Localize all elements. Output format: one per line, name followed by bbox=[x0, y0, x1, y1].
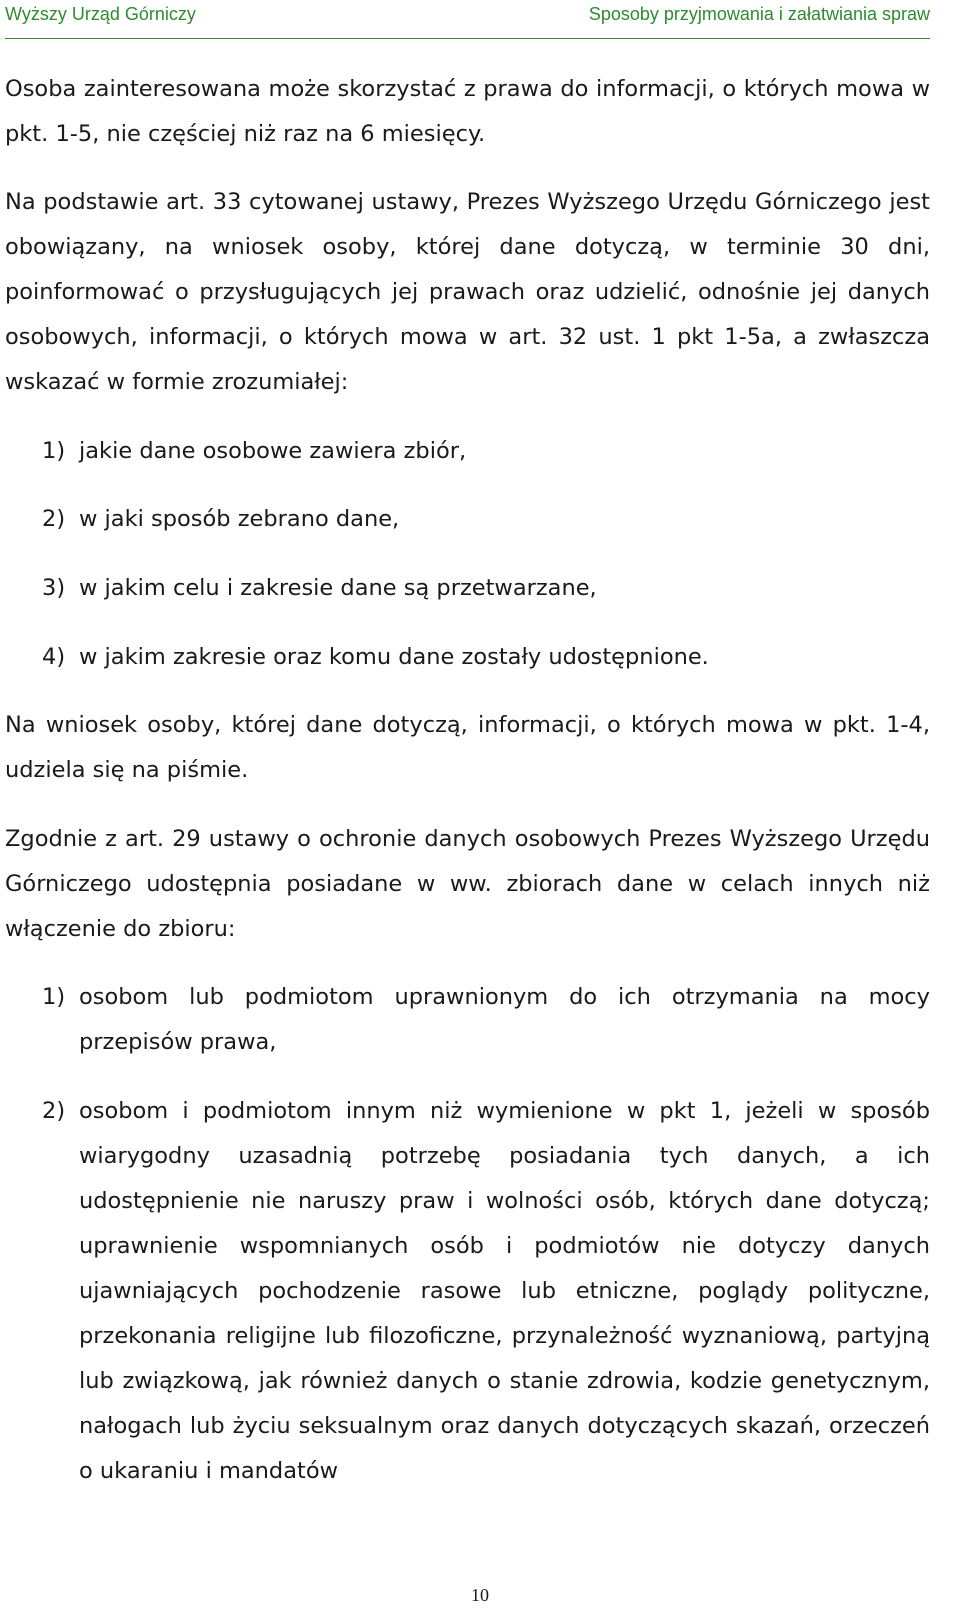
page-number: 10 bbox=[471, 1585, 489, 1605]
header-section-title: Sposoby przyjmowania i załatwiania spraw bbox=[588, 4, 930, 24]
list-item-text: w jakim zakresie oraz komu dane zostały udostępnione. bbox=[79, 644, 709, 670]
list-item-number: 4) bbox=[42, 644, 66, 670]
list-item-number: 2) bbox=[42, 1098, 66, 1124]
page-header bbox=[5, 0, 930, 39]
list-item-number: 3) bbox=[42, 575, 66, 601]
list-item-text: osobom lub podmiotom uprawnionym do ich otrzymania na mocy przepisów prawa, bbox=[79, 984, 930, 1055]
list-item-text: w jaki sposób zebrano dane, bbox=[79, 506, 400, 532]
paragraph-access-frequency: Osoba zainteresowana może skorzystać z prawa do informacji, o których mowa w pkt. 1-5, nie częściej niż raz na 6 miesięcy. bbox=[5, 76, 930, 147]
paragraph-article-29: Zgodnie z art. 29 ustawy o ochronie danych osobowych Prezes Wyższego Urzędu Górniczego udostępnia posiadane w ww. zbiorach dane w celach innych niż włączenie do zbioru: bbox=[5, 826, 930, 942]
list-item-number: 1) bbox=[42, 984, 66, 1010]
paragraph-written-response: Na wniosek osoby, której dane dotyczą, informacji, o których mowa w pkt. 1-4, udziela się na piśmie. bbox=[5, 712, 930, 783]
list-item-number: 1) bbox=[42, 438, 66, 464]
paragraph-article-33: Na podstawie art. 33 cytowanej ustawy, Prezes Wyższego Urzędu Górniczego jest obowiązany, na wniosek osoby, której dane dotyczą, w terminie 30 dni, poinformować o przysługujących jej prawach oraz udzielić, odnośnie jej danych osobowych, informacji, o których mowa w art. 32 ust. 1 pkt 1-5a, a zwłaszcza wskazać w formie zrozumiałej: bbox=[5, 189, 930, 395]
list-item-text: osobom i podmiotom innym niż wymienione w pkt 1, jeżeli w sposób wiarygodny uzasadnią potrzebę posiadania tych danych, a ich udostępnienie nie naruszy praw i wolności osób, których dane dotyczą; uprawnienie wspomnianych osób i podmiotów nie dotyczy danych ujawniających pochodzenie rasowe lub etniczne, poglądy polityczne, przekonania religijne lub filozoficzne, przynależność wyznaniową, partyjną lub związkową, jak również danych o stanie zdrowia, kodzie genetycznym, nałogach lub życiu seksualnym oraz danych dotyczących skazań, orzeczeń o ukaraniu i mandatów bbox=[79, 1098, 930, 1484]
list-item-text: jakie dane osobowe zawiera zbiór, bbox=[79, 438, 467, 464]
list-item-text: w jakim celu i zakresie dane są przetwarzane, bbox=[79, 575, 597, 601]
list-item-number: 2) bbox=[42, 506, 66, 532]
header-org-name: Wyższy Urząd Górniczy bbox=[5, 4, 196, 24]
